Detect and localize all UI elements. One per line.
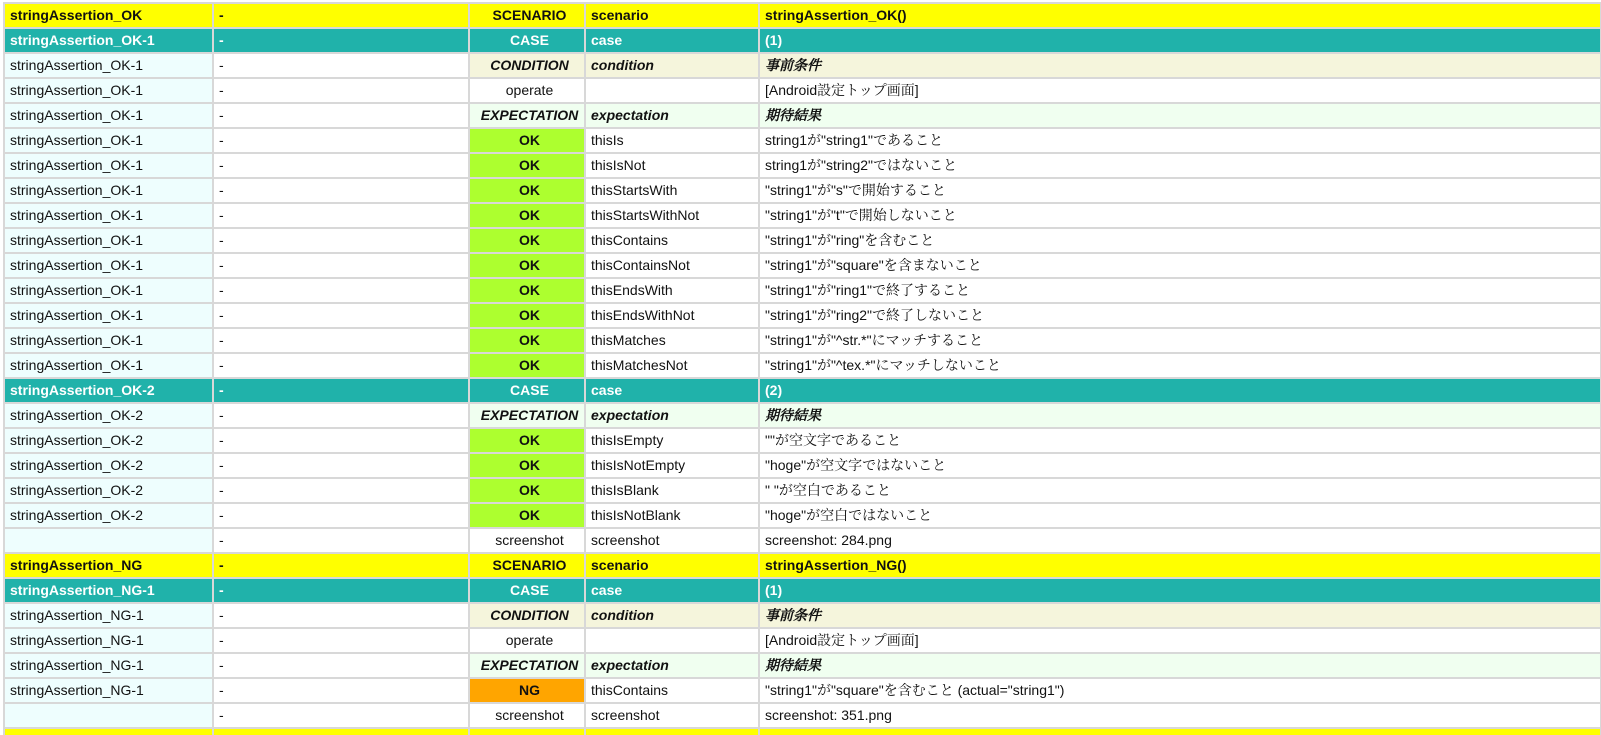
dash-cell[interactable]: - xyxy=(213,578,469,603)
test-id-cell[interactable]: stringAssertion_NG-1 xyxy=(4,603,213,628)
mark-cell[interactable]: SCENARIO xyxy=(469,553,585,578)
test-id-cell[interactable] xyxy=(4,528,213,553)
result-badge[interactable]: OK xyxy=(469,428,585,453)
dash-cell[interactable]: - xyxy=(213,453,469,478)
description-cell[interactable]: "hoge"が空文字ではないこと xyxy=(759,453,1601,478)
type-cell[interactable]: thisIsNotEmpty xyxy=(585,453,759,478)
mark-cell[interactable]: SCENARIO xyxy=(469,3,585,28)
description-cell[interactable]: " "が空白であること xyxy=(759,478,1601,503)
description-cell[interactable]: 期待結果 xyxy=(759,103,1601,128)
result-badge[interactable]: OK xyxy=(469,503,585,528)
description-cell[interactable]: "hoge"が空白ではないこと xyxy=(759,503,1601,528)
result-badge[interactable]: OK xyxy=(469,228,585,253)
dash-cell[interactable]: - xyxy=(213,478,469,503)
dash-cell[interactable]: - xyxy=(213,53,469,78)
description-cell[interactable]: "string1"が"ring1"で終了すること xyxy=(759,278,1601,303)
type-cell[interactable]: condition xyxy=(585,603,759,628)
dash-cell[interactable]: - xyxy=(213,328,469,353)
description-cell[interactable]: 事前条件 xyxy=(759,53,1601,78)
table-row-ok xyxy=(4,178,1601,203)
table-row-ok xyxy=(4,453,1601,478)
description-cell[interactable]: screenshot: 351.png xyxy=(759,703,1601,728)
description-cell[interactable]: "string1"が"^tex.*"にマッチしないこと xyxy=(759,353,1601,378)
mark-cell[interactable]: EXPECTATION xyxy=(469,653,585,678)
description-cell[interactable]: stringAssertion_NG() xyxy=(759,553,1601,578)
description-cell[interactable]: (2) xyxy=(759,378,1601,403)
table-row-case xyxy=(4,378,1601,403)
mark-cell[interactable]: CONDITION xyxy=(469,53,585,78)
table-row-ng xyxy=(4,678,1601,703)
dash-cell[interactable]: - xyxy=(213,703,469,728)
type-cell[interactable]: thisContains xyxy=(585,678,759,703)
table-row-ok xyxy=(4,428,1601,453)
table-row-plain xyxy=(4,703,1601,728)
type-cell[interactable]: expectation xyxy=(585,653,759,678)
result-badge[interactable]: OK xyxy=(469,153,585,178)
table-row-ok xyxy=(4,503,1601,528)
test-id-cell[interactable]: stringAssertion_OK-1 xyxy=(4,178,213,203)
test-id-cell[interactable]: stringAssertion_OK-1 xyxy=(4,353,213,378)
type-cell[interactable]: case xyxy=(585,378,759,403)
test-id-cell[interactable]: stringAssertion_OK-2 xyxy=(4,428,213,453)
type-cell[interactable]: scenario xyxy=(585,553,759,578)
description-cell[interactable]: "string1"が"^str.*"にマッチすること xyxy=(759,328,1601,353)
type-cell[interactable]: scenario xyxy=(585,3,759,28)
table-row-ok xyxy=(4,353,1601,378)
test-id-cell[interactable] xyxy=(4,703,213,728)
test-id-cell[interactable]: stringAssertion_OK-1 xyxy=(4,253,213,278)
dash-cell[interactable]: - xyxy=(213,303,469,328)
mark-cell[interactable]: operate xyxy=(469,78,585,103)
test-id-cell[interactable]: stringAssertion_NG-1 xyxy=(4,653,213,678)
type-cell[interactable]: thisContainsNot xyxy=(585,253,759,278)
result-badge[interactable]: OK xyxy=(469,478,585,503)
dash-cell[interactable]: - xyxy=(213,28,469,53)
result-badge[interactable]: OK xyxy=(469,453,585,478)
test-id-cell[interactable]: stringAssertion_OK-1 xyxy=(4,78,213,103)
type-cell[interactable]: thisIs xyxy=(585,128,759,153)
test-id-cell[interactable]: stringAssertion_OK-2 xyxy=(4,478,213,503)
type-cell[interactable]: thisMatchesNot xyxy=(585,353,759,378)
result-badge[interactable]: OK xyxy=(469,203,585,228)
dash-cell[interactable]: - xyxy=(213,628,469,653)
test-id-cell[interactable]: stringAssertion_OK-1 xyxy=(4,153,213,178)
description-cell[interactable]: "string1"が"ring"を含むこと xyxy=(759,228,1601,253)
table-row-plain xyxy=(4,628,1601,653)
description-cell[interactable]: "string1"が"t"で開始しないこと xyxy=(759,203,1601,228)
test-id-cell[interactable]: stringAssertion_OK xyxy=(4,3,213,28)
type-cell[interactable]: screenshot xyxy=(585,703,759,728)
dash-cell[interactable]: - xyxy=(213,378,469,403)
description-cell[interactable]: (1) xyxy=(759,578,1601,603)
test-id-cell[interactable]: stringAssertion_OK-1 xyxy=(4,53,213,78)
table-row-plain xyxy=(4,78,1601,103)
test-id-cell[interactable]: stringAssertion_OK-1 xyxy=(4,303,213,328)
dash-cell[interactable]: - xyxy=(213,403,469,428)
description-cell[interactable]: 期待結果 xyxy=(759,653,1601,678)
test-id-cell[interactable]: stringAssertion_NG-1 xyxy=(4,578,213,603)
dash-cell[interactable]: - xyxy=(213,228,469,253)
table-row-ok xyxy=(4,328,1601,353)
table-row-ok xyxy=(4,128,1601,153)
test-id-cell[interactable]: stringAssertion_OK-1 xyxy=(4,103,213,128)
mark-cell[interactable]: EXPECTATION xyxy=(469,103,585,128)
table-row-ok xyxy=(4,278,1601,303)
dash-cell[interactable]: - xyxy=(213,528,469,553)
dash-cell[interactable]: - xyxy=(213,3,469,28)
test-id-cell[interactable]: stringAssertion_OK-1 xyxy=(4,128,213,153)
mark-cell[interactable]: screenshot xyxy=(469,528,585,553)
description-cell[interactable]: ""が空文字であること xyxy=(759,428,1601,453)
type-cell[interactable]: thisStartsWithNot xyxy=(585,203,759,228)
description-cell[interactable]: "string1"が"s"で開始すること xyxy=(759,178,1601,203)
type-cell[interactable]: case xyxy=(585,28,759,53)
dash-cell[interactable]: - xyxy=(213,678,469,703)
result-badge[interactable]: NG xyxy=(469,678,585,703)
table-row-scenario xyxy=(4,3,1601,28)
result-badge[interactable]: OK xyxy=(469,353,585,378)
test-id-cell[interactable]: stringAssertion_OK-2 xyxy=(4,453,213,478)
table-row-ok xyxy=(4,153,1601,178)
test-id-cell[interactable]: stringAssertion_OK-1 xyxy=(4,228,213,253)
test-id-cell[interactable]: stringAssertion_OK-1 xyxy=(4,278,213,303)
dash-cell[interactable]: - xyxy=(213,203,469,228)
description-cell[interactable]: string1が"string2"ではないこと xyxy=(759,153,1601,178)
table-row-plain xyxy=(4,528,1601,553)
dash-cell[interactable]: - xyxy=(213,653,469,678)
table-row-case xyxy=(4,578,1601,603)
table-row-expectation xyxy=(4,103,1601,128)
type-cell[interactable]: thisIsEmpty xyxy=(585,428,759,453)
dash-cell[interactable]: - xyxy=(213,178,469,203)
test-report-body xyxy=(4,3,1601,735)
type-cell[interactable]: case xyxy=(585,578,759,603)
test-id-cell[interactable]: stringAssertion_NG-1 xyxy=(4,628,213,653)
type-cell[interactable]: thisStartsWith xyxy=(585,178,759,203)
dash-cell[interactable]: - xyxy=(213,428,469,453)
table-row-ok xyxy=(4,203,1601,228)
type-cell[interactable]: thisIsNot xyxy=(585,153,759,178)
mark-cell[interactable]: screenshot xyxy=(469,703,585,728)
description-cell[interactable]: "string1"が"square"を含まないこと xyxy=(759,253,1601,278)
test-id-cell[interactable]: stringAssertion_OK-1 xyxy=(4,328,213,353)
table-row-condition xyxy=(4,603,1601,628)
test-id-cell[interactable]: stringAssertion_OK-1 xyxy=(4,203,213,228)
test-report-table xyxy=(3,2,1601,735)
type-cell[interactable]: condition xyxy=(585,53,759,78)
table-row-ok xyxy=(4,478,1601,503)
type-cell[interactable]: thisContains xyxy=(585,228,759,253)
description-cell[interactable]: [Android設定トップ画面] xyxy=(759,628,1601,653)
dash-cell[interactable]: - xyxy=(213,603,469,628)
dash-cell[interactable]: - xyxy=(213,153,469,178)
dash-cell[interactable]: - xyxy=(213,278,469,303)
dash-cell[interactable]: - xyxy=(213,128,469,153)
type-cell[interactable]: thisIsNotBlank xyxy=(585,503,759,528)
dash-cell[interactable]: - xyxy=(213,353,469,378)
test-id-cell[interactable]: stringAssertion_OK-2 xyxy=(4,403,213,428)
description-cell[interactable]: "string1"が"square"を含むこと (actual="string1") xyxy=(759,678,1601,703)
result-badge[interactable]: OK xyxy=(469,253,585,278)
description-cell[interactable]: stringAssertion_OK() xyxy=(759,3,1601,28)
type-cell[interactable] xyxy=(585,78,759,103)
table-row-case xyxy=(4,28,1601,53)
table-row-condition xyxy=(4,53,1601,78)
description-cell[interactable]: 事前条件 xyxy=(759,603,1601,628)
dash-cell[interactable]: - xyxy=(213,553,469,578)
test-id-cell[interactable]: stringAssertion_OK-1 xyxy=(4,28,213,53)
type-cell[interactable]: thisEndsWithNot xyxy=(585,303,759,328)
mark-cell[interactable]: EXPECTATION xyxy=(469,403,585,428)
table-row-ok xyxy=(4,228,1601,253)
description-cell[interactable]: string1が"string1"であること xyxy=(759,128,1601,153)
mark-cell[interactable]: CASE xyxy=(469,578,585,603)
dash-cell[interactable]: - xyxy=(213,78,469,103)
mark-cell[interactable]: CASE xyxy=(469,28,585,53)
dash-cell[interactable]: - xyxy=(213,253,469,278)
type-cell[interactable]: expectation xyxy=(585,103,759,128)
description-cell[interactable]: screenshot: 284.png xyxy=(759,528,1601,553)
result-badge[interactable]: OK xyxy=(469,178,585,203)
result-badge[interactable]: OK xyxy=(469,303,585,328)
table-row-scenario xyxy=(4,553,1601,578)
type-cell[interactable]: thisMatches xyxy=(585,328,759,353)
description-cell[interactable]: [Android設定トップ画面] xyxy=(759,78,1601,103)
result-badge[interactable]: OK xyxy=(469,128,585,153)
description-cell[interactable]: "string1"が"ring2"で終了しないこと xyxy=(759,303,1601,328)
type-cell[interactable]: screenshot xyxy=(585,528,759,553)
test-id-cell[interactable]: stringAssertion_OK-2 xyxy=(4,503,213,528)
type-cell[interactable]: thisIsBlank xyxy=(585,478,759,503)
test-id-cell[interactable]: stringAssertion_NG xyxy=(4,553,213,578)
result-badge[interactable]: OK xyxy=(469,328,585,353)
test-id-cell[interactable]: stringAssertion_OK-2 xyxy=(4,378,213,403)
mark-cell[interactable]: CONDITION xyxy=(469,603,585,628)
type-cell[interactable]: thisEndsWith xyxy=(585,278,759,303)
mark-cell[interactable]: operate xyxy=(469,628,585,653)
mark-cell[interactable]: CASE xyxy=(469,378,585,403)
description-cell[interactable]: (1) xyxy=(759,28,1601,53)
table-row-ok xyxy=(4,303,1601,328)
table-row-expectation xyxy=(4,653,1601,678)
table-row-ok xyxy=(4,253,1601,278)
dash-cell[interactable]: - xyxy=(213,503,469,528)
test-id-cell[interactable]: stringAssertion_NG-1 xyxy=(4,678,213,703)
description-cell[interactable]: 期待結果 xyxy=(759,403,1601,428)
type-cell[interactable]: expectation xyxy=(585,403,759,428)
table-row-expectation xyxy=(4,403,1601,428)
result-badge[interactable]: OK xyxy=(469,278,585,303)
type-cell[interactable] xyxy=(585,628,759,653)
dash-cell[interactable]: - xyxy=(213,103,469,128)
